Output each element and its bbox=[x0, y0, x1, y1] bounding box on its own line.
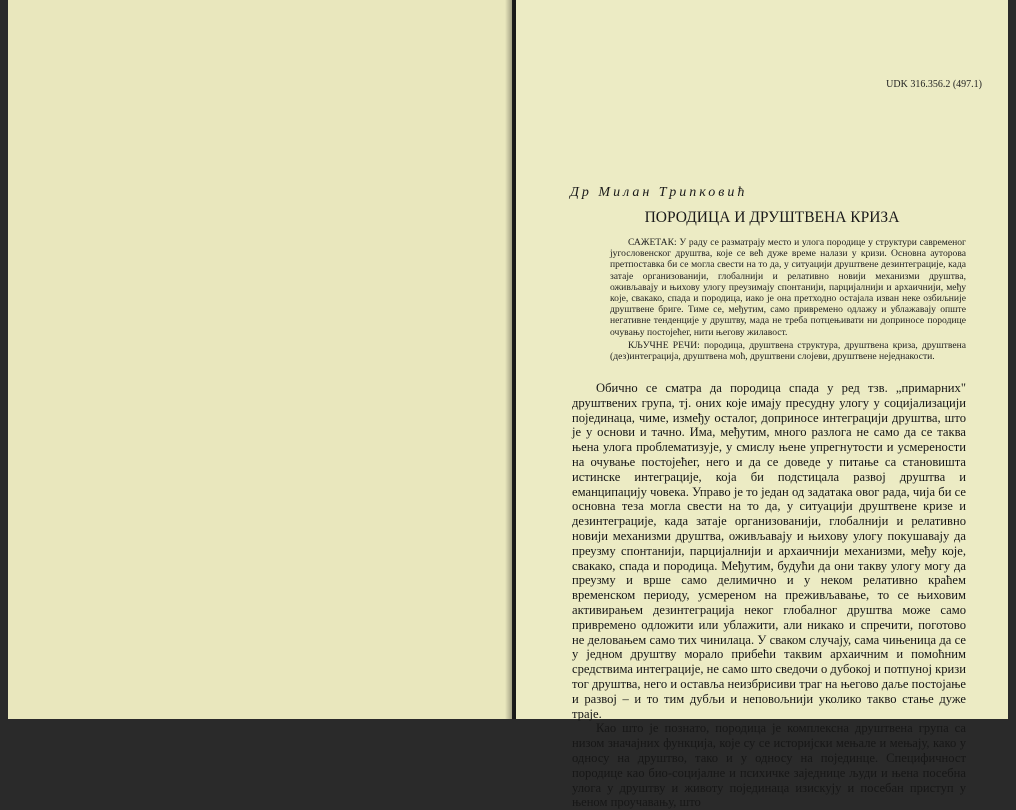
right-page bbox=[516, 0, 1008, 810]
article-body bbox=[572, 381, 966, 810]
keywords-text: КЉУЧНЕ РЕЧИ: породица, друштвена структура, друштвена криза, друштвена (дез)интеграција, друштвена моћ, друштвени слојеви, друштвене неједнакости. bbox=[610, 339, 966, 363]
body-paragraph: Обично се сматра да породица спада у ред тзв. „примарних" друштвених група, тј. оних које имају пресудну улогу у социјализацији појединаца, чиме, између осталог, доприносе интеграцији друштва, што је у основи и тачно. Има, међутим, много разлога не само да се таква њена улога проблематизује, у смислу њене упрегнутости и усмерености на очување постојећег, него и да се доведе у питање са становишта истинске интеграције, која би подстицала развој друштва и еманципацију човека. Управо је то један од задатака овог рада, чија би се основна теза могла свести на то да, у ситуацији друштвене кризе и дезинтеграције, када затаје организованији, глобалнији и релативно новији механизми друштва, оживљавају и њихову улогу покушавају да преузму спонтанији, парцијалнији и архаичнији механизми, међу које, свакако, спада и породица. Међутим, будући да они такву улогу могу да преузму и врше само делимично и у неком релативно краћем временском периоду, усмереном на преживљавање, то се њиховим активирањем дезинтеграција неког глобалног друштва може само привремено одложити или ублажити, али никако и спречити, поготово не деловањем само тих чинилаца. У сваком случају, сама чињеница да се у једном друштву морало прибећи таквим архаичним и помоћним средствима интеграције, не само што сведочи о дубокој и потпуној кризи тог друштва, него и оставља неизбрисиви траг на његово даље постојање и развој – и то тим дубљи и неповољнији уколико такво стање дуже траје. bbox=[572, 381, 966, 721]
author-name: Др Милан Трипковић bbox=[570, 185, 748, 200]
page-edge bbox=[1008, 0, 1016, 719]
abstract-text: САЖЕТАК: У раду се разматрају место и улога породице у структури савременог југословенског друштва, које се већ дуже време налази у кризи. Основна ауторова претпоставка би се могла свести на то да, у ситуацији друштвене дезинтеграције, када затаје организованији, глобалнији и релативно новији механизми друштва, оживљавају и њихову улогу преузимају спонтанији, парцијалнији и архаичнији, међу које, свакако, спада и породица, иако је она претходно остајала изван неке озбиљније друштвене бриге. Тиме се, међутим, само привремено одлажу и ублажавају опште негативне тенденције у друштву, мада не треба потцењивати ни доприносе породице очувању постојећег, нити његову жилавост. bbox=[610, 237, 966, 338]
body-paragraph: Као што је познато, породица је комплексна друштвена група са низом значајних функција, које су се историјски мењале и мењају, како у односу на друштво, тако и у односу на појединце. Специфичност породице као био-социјалне и психичке заједнице људи и њена посебна улога у друштву и животу појединаца изискују и посебан приступ у њеном проучавању, што bbox=[572, 721, 966, 810]
udk-code: UDK 316.356.2 (497.1) bbox=[886, 79, 982, 90]
article-title: ПОРОДИЦА И ДРУШТВЕНА КРИЗА bbox=[644, 209, 900, 226]
bleed-through-text bbox=[98, 86, 478, 98]
left-page bbox=[8, 0, 512, 719]
abstract-block bbox=[610, 237, 966, 362]
